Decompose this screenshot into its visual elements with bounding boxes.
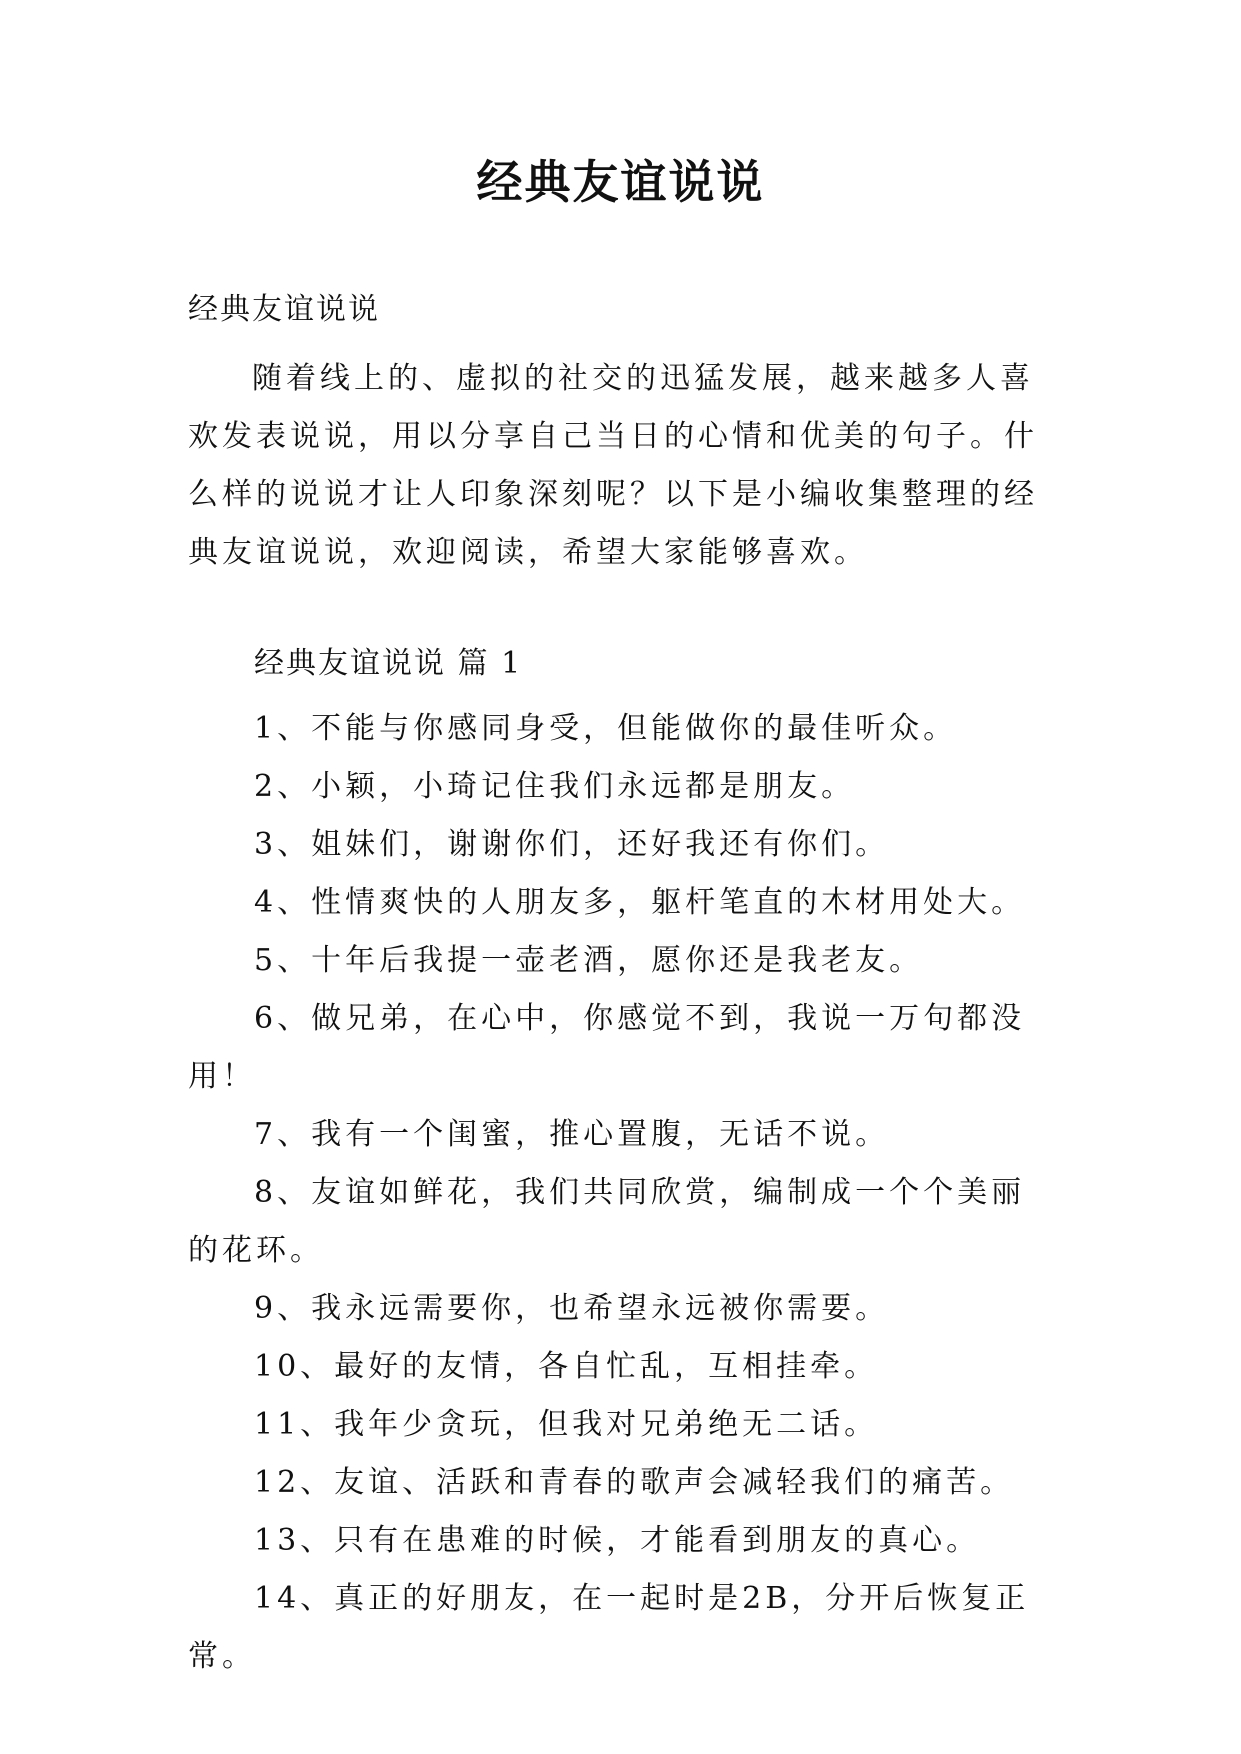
list-item: 1、不能与你感同身受，但能做你的最佳听众。: [254, 711, 958, 746]
list-item: 2、小颖，小琦记住我们永远都是朋友。: [254, 769, 856, 804]
list-item: 9、我永远需要你，也希望永远被你需要。: [254, 1291, 890, 1326]
document-title: 经典友谊说说: [476, 155, 765, 209]
list-item: 7、我有一个闺蜜，推心置腹，无话不说。: [254, 1117, 890, 1152]
list-item: 13、只有在患难的时候，才能看到朋友的真心。: [254, 1523, 981, 1558]
list-item: 3、姐妹们，谢谢你们，还好我还有你们。: [254, 827, 890, 862]
document-subtitle: 经典友谊说说: [188, 292, 380, 327]
list-item: 4、性情爽快的人朋友多，躯杆笔直的木材用处大。: [254, 885, 1026, 920]
list-item: 6、做兄弟，在心中，你感觉不到，我说一万句都没用！: [188, 1001, 1026, 1094]
list-item: 10、最好的友情，各自忙乱，互相挂牵。: [254, 1349, 879, 1384]
list-item: 14、真正的好朋友，在一起时是2B，分开后恢复正常。: [188, 1581, 1030, 1674]
quote-list: [188, 700, 1058, 1686]
list-item: 11、我年少贪玩，但我对兄弟绝无二话。: [254, 1407, 879, 1442]
intro-paragraph: 随着线上的、虚拟的社交的迅猛发展，越来越多人喜欢发表说说，用以分享自己当日的心情和优美的句子。什么样的说说才让人印象深刻呢？以下是小编收集整理的经典友谊说说，欢迎阅读，希望大家能够喜欢。: [188, 361, 1038, 570]
list-item: 5、十年后我提一壶老酒，愿你还是我老友。: [254, 943, 924, 978]
list-item: 12、友谊、活跃和青春的歌声会减轻我们的痛苦。: [254, 1465, 1015, 1500]
list-item: 8、友谊如鲜花，我们共同欣赏，编制成一个个美丽的花环。: [188, 1175, 1026, 1268]
section-heading: 经典友谊说说 篇 1: [254, 646, 523, 681]
